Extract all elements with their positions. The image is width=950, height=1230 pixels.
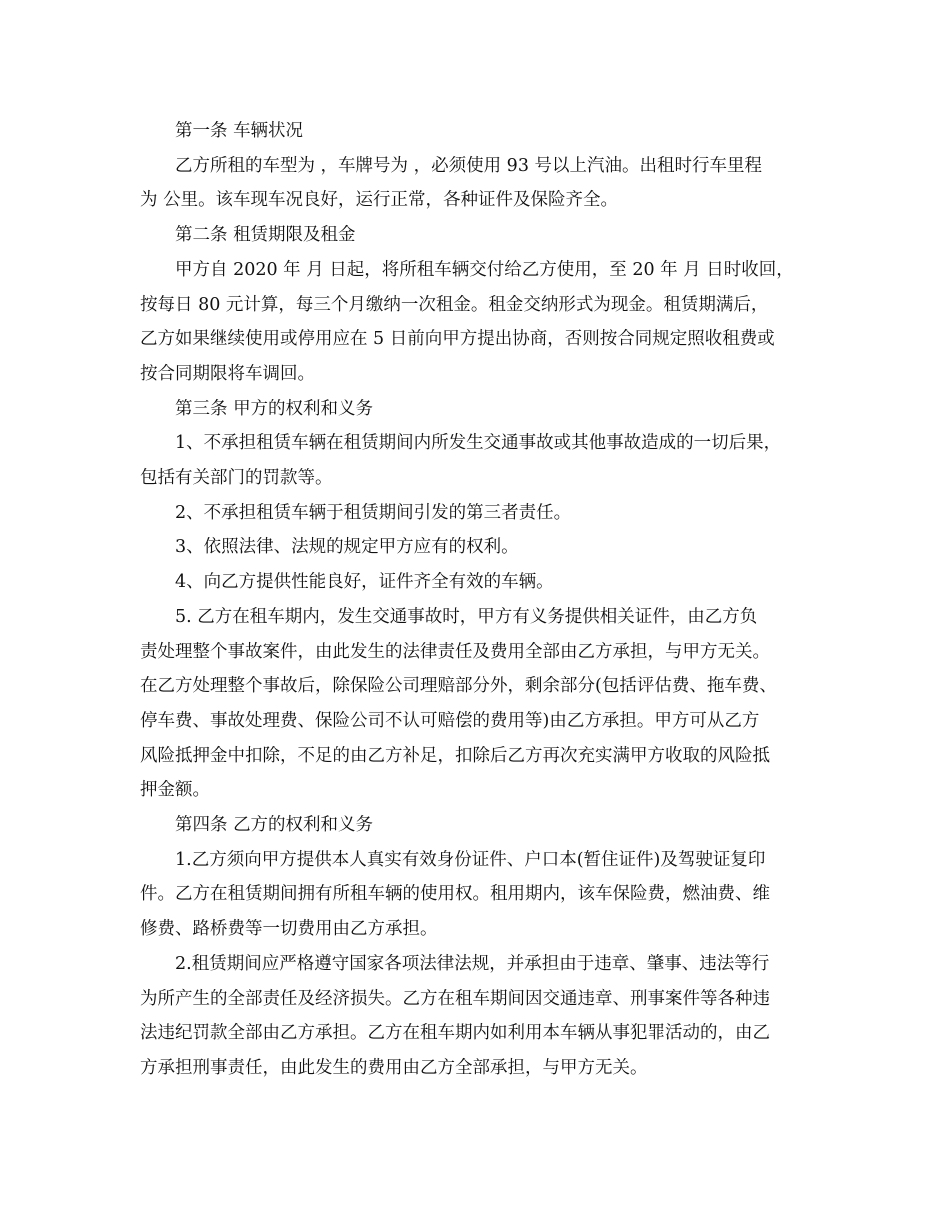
- article-3-item-5-line-5: 风险抵押金中扣除，不足的由乙方补足，扣除后乙方再次充实满甲方收取的风险抵: [140, 745, 770, 766]
- article-4-item-1-line-3: 修费、路桥费等一切费用由乙方承担。: [140, 919, 438, 940]
- article-1: [140, 114, 816, 218]
- article-4-item-2-line-3: 法违纪罚款全部由乙方承担。乙方在租车期内如利用本车辆从事犯罪活动的，由乙: [140, 1023, 770, 1044]
- article-2-line-4: 按合同期限将车调回。: [140, 363, 315, 384]
- article-3: [140, 392, 816, 808]
- article-3-item-4: 4、向乙方提供性能良好，证件齐全有效的车辆。: [175, 572, 554, 593]
- article-1-line-2: 为 公里。该车现车况良好，运行正常，各种证件及保险齐全。: [140, 190, 619, 211]
- article-3-item-1-line-2: 包括有关部门的罚款等。: [140, 468, 333, 489]
- contract-page: [140, 114, 816, 1086]
- article-4-item-2-line-1: 2.租赁期间应严格遵守国家各项法律法规，并承担由于违章、肇事、违法等行: [175, 953, 770, 974]
- article-3-item-5-line-3: 在乙方处理整个事故后，除保险公司理赔部分外，剩余部分(包括评估费、拖车费、: [140, 676, 777, 697]
- article-4-item-1-line-2: 件。乙方在租赁期间拥有所租车辆的使用权。租用期内，该车保险费，燃油费、维: [140, 884, 770, 905]
- article-2-line-3: 乙方如果继续使用或停用应在 5 日前向甲方提出协商，否则按合同规定照收租费或: [140, 329, 775, 350]
- article-4-item-2-line-2: 为所产生的全部责任及经济损失。乙方在租车期间因交通违章、刑事案件等各种违: [140, 988, 770, 1009]
- article-3-item-1-line-1: 1、不承担租赁车辆在租赁期间内所发生交通事故或其他事故造成的一切后果，: [175, 433, 782, 454]
- article-1-heading: 第一条 车辆状况: [175, 121, 304, 141]
- article-2-line-1: 甲方自 2020 年 月 日起，将所租车辆交付给乙方使用，至 20 年 月 日时收回，: [175, 259, 794, 280]
- article-4-item-1-line-1: 1.乙方须向甲方提供本人真实有效身份证件、户口本(暂住证件)及驾驶证复印: [175, 849, 766, 870]
- article-3-item-2: 2、不承担租赁车辆于租赁期间引发的第三者责任。: [175, 502, 572, 523]
- article-3-item-5-line-6: 押金额。: [140, 780, 210, 801]
- article-3-item-5-line-1: 5. 乙方在租车期内，发生交通事故时，甲方有义务提供相关证件，由乙方负: [175, 606, 758, 627]
- article-2-line-2: 按每日 80 元计算，每三个月缴纳一次租金。租金交纳形式为现金。租赁期满后，: [140, 294, 769, 315]
- article-4-heading: 第四条 乙方的权利和义务: [175, 815, 374, 836]
- article-2-heading: 第二条 租赁期限及租金: [175, 225, 356, 246]
- article-3-item-3: 3、依照法律、法规的规定甲方应有的权利。: [175, 537, 519, 558]
- article-2: [140, 218, 816, 392]
- article-3-item-5-line-2: 责处理整个事故案件，由此发生的法律责任及费用全部由乙方承担，与甲方无关。: [140, 641, 770, 662]
- article-3-item-5-line-4: 停车费、事故处理费、保险公司不认可赔偿的费用等)由乙方承担。甲方可从乙方: [140, 710, 760, 731]
- article-4: [140, 808, 816, 1086]
- article-3-heading: 第三条 甲方的权利和义务: [175, 398, 374, 419]
- article-1-line-1: 乙方所租的车型为 ，车牌号为 ，必须使用 93 号以上汽油。出租时行车里程: [175, 155, 763, 176]
- article-4-item-2-line-4: 方承担刑事责任，由此发生的费用由乙方全部承担，与甲方无关。: [140, 1057, 648, 1078]
